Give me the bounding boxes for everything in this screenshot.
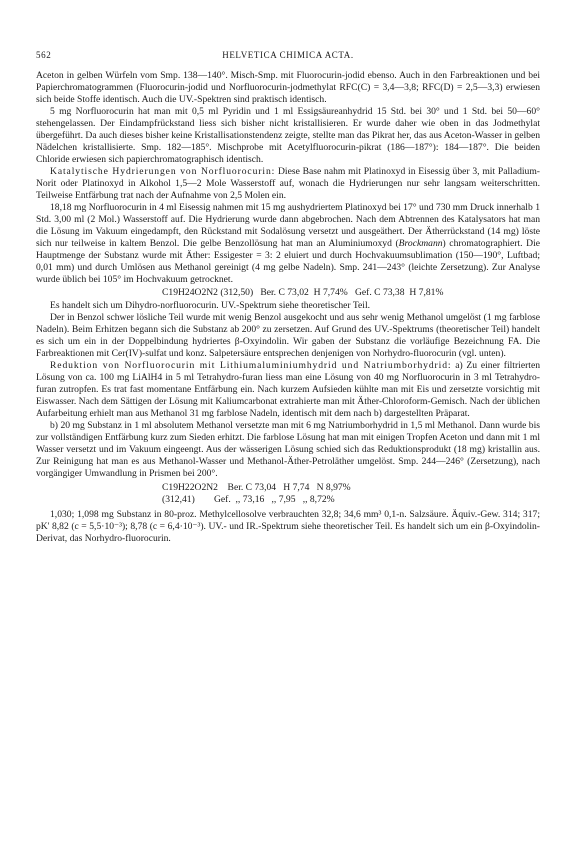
analysis-formula: C19H24O2N2 (312,50): [162, 287, 254, 298]
analysis-table-2: [162, 482, 540, 506]
analysis-row-calculated: C19H22O2N2 Ber. C 73,04 H 7,74 N 8,97%: [162, 482, 351, 493]
analysis-row-found: (312,41) Gef. ,, 73,16 ,, 7,95 ,, 8,72%: [162, 494, 335, 505]
paragraph-hydrierung-text: Diese Base nahm mit Platinoxyd in Eisessig über 3, mit Palladium-Norit oder Platinoxyd in Alkohol 1,5—2 Mole Wasserstoff auf, wonach die Hydrierungen nur sehr langsam weiterschritten. Teilweise Entfärbung trat nach der Aufnahme von 2,5 Molen ein.: [36, 166, 540, 201]
paragraph-1818-part-b: ) chromatographiert. Die Hauptmenge der Substanz wurde mit Äther: Essigester = 3: 2 eluiert und durch Hochvakuumsublimation (150—190°, Luftbad; 0,01 mm) und durch Umlösen aus Methanol gereinigt (4 mg gelbe Nadeln). Smp. 241—243° (leichte Zersetzung). Zur Analyse wurde üblich bei 105° im Hochvakuum getrocknet.: [36, 238, 540, 285]
page-number: 562: [36, 50, 52, 60]
paragraph-hydrierung-procedure: [36, 202, 540, 286]
analysis-calculated: Ber. C 73,02 H 7,74%: [260, 287, 348, 298]
article-body: [36, 70, 540, 545]
analysis-line-1: [36, 287, 540, 299]
journal-title: HELVETICA CHIMICA ACTA.: [222, 50, 354, 60]
section-heading-hydrierung: Katalytische Hydrierungen von Norfluorocurin:: [50, 166, 276, 177]
paragraph-continuation: Aceton in gelben Würfeln vom Smp. 138—140°. Misch-Smp. mit Fluorocurin-jodid ebenso. Auch in den Farbreaktionen und bei Papierchromatogrammen (Fluorocurin-jodid und Norfluorocurin-jodmethylat RFC(C) = 3,4—3,8; RFC(D) = 2,5—3,3) erwiesen sich beide Stoffe identisch. Auch die UV.-Spektren sind praktisch identisch.: [36, 70, 540, 105]
paragraph-titration: 1,030; 1,098 mg Substanz in 80-proz. Methylcellosolve verbrauchten 32,8; 34,6 mm³ 0,1-n. Salzsäure. Äquiv.-Gew. 314; 317; pK' 8,82 (c = 5,5·10⁻³); 8,78 (c = 6,4·10⁻³). UV.- und IR.-Spektrum siehe theoretischer Teil. Es handelt sich um ein β-Oxyindolin-Derivat, das Norhydro-fluorocurin.: [36, 509, 540, 544]
running-header: [36, 50, 540, 64]
paragraph-dihydro: Es handelt sich um Dihydro-norfluorocurin. UV.-Spektrum siehe theoretischer Teil.: [50, 300, 371, 311]
paragraph-hydrierung: [36, 166, 540, 202]
paragraph-acetylation: 5 mg Norfluorocurin hat man mit 0,5 ml Pyridin und 1 ml Essigsäureanhydrid 15 Std. bei 30° und 1 Std. bei 50—60° stehengelassen. Der Eindampfrückstand liess sich bisher nicht kristallisieren. Er wurde daher wie oben in das Jodmethylat übergeführt. Da auch dieses bisher keine Kristallisationstendenz zeigte, stellte man das Pikrat her, das aus Aceton-Wasser in gelben Nädelchen kristallisierte. Smp. 182—185°. Mischprobe mit Acetylfluorocurin-pikrat (186—187°): 184—187°. Die beiden Chloride erwiesen sich papierchromatographisch identisch.: [36, 106, 540, 165]
paragraph-reduktion: [36, 360, 540, 420]
author-name-italic: Brockmann: [398, 238, 443, 249]
paragraph-borhydrid: b) 20 mg Substanz in 1 ml absolutem Methanol versetzte man mit 6 mg Natriumborhydrid in 1,5 ml Methanol. Dann wurde bis zur vollständigen Entfärbung kurz zum Sieden erhitzt. Die farblose Lösung hat man mit einigen Tropfen Aceton und dann mit 1 ml Wasser versetzt und im Vakuum eingeengt. Aus der wässerigen Lösung schied sich das Reduktionsprodukt (18 mg) kristallin aus. Zur Reinigung hat man es aus Methanol-Wasser und Methanol-Äther-Petroläther umgelöst. Smp. 244—246° (Zersetzung), nach vorgängiger Umwandlung in Prismen bei 200°.: [36, 420, 540, 479]
analysis-found: Gef. C 73,38 H 7,81%: [354, 287, 444, 298]
section-heading-reduktion: Reduktion von Norfluorocurin mit Lithiumaluminiumhydrid und Natriumborhydrid:: [50, 360, 452, 371]
paragraph-1818-part-a: 18,18 mg Norfluorocurin in 4 ml Eisessig nahmen mit 15 mg aushydriertem Platinoxyd bei 17° und 730 mm Druck innerhalb 1 Std. 3,00 ml (2 Mol.) Wasserstoff auf. Die Hydrierung wurde dann abgebrochen. Nach dem Abtrennen des Katalysators hat man die Lösung im Vakuum eingedampft, den Rückstand mit Sodalösung versetzt und ausgeäthert. Der Ätherrückstand (14 mg) löste sich nur teilweise in kaltem Benzol. Die gelbe Benzollösung hat man an Aluminiumoxyd (: [36, 202, 540, 249]
paragraph-reduktion-text: a) Zu einer filtrierten Lösung von ca. 100 mg LiAlH4 in 5 ml Tetrahydro-furan liess man eine Lösung von 40 mg Norfluorocurin in 3 ml Tetrahydro-furan zutropfen. Es trat fast momentane Entfärbung ein. Nach kurzem Aufsieden kühlte man mit Eis und zersetzte vorsichtig mit Eiswasser. Nach dem Sättigen der Lösung mit Kaliumcarbonat extrahierte man mit Äther-Chloroform-Gemisch. Nach der üblichen Aufarbeitung erhielt man aus Methanol 31 mg farblose Nadeln, identisch mit dem nach b) dargestellten Präparat.: [36, 360, 540, 419]
paragraph-benzol-fraction: Der in Benzol schwer lösliche Teil wurde mit wenig Benzol ausgekocht und aus sehr wenig Methanol umgelöst (1 mg farblose Nadeln). Beim Erhitzen begann sich die Substanz ab 200° zu zersetzen. Auf Grund des UV.-Spektrums (theoretischer Teil) handelt es sich um ein in der Doppelbindung hydriertes β-Oxyindolin. Wir gaben der Substanz die vorläufige Bezeichnung FA. Die Farbreaktionen mit Cer(IV)-sulfat und konz. Salpetersäure entsprechen denjenigen von Norhydro-fluorocurin (vgl. unten).: [36, 312, 540, 359]
